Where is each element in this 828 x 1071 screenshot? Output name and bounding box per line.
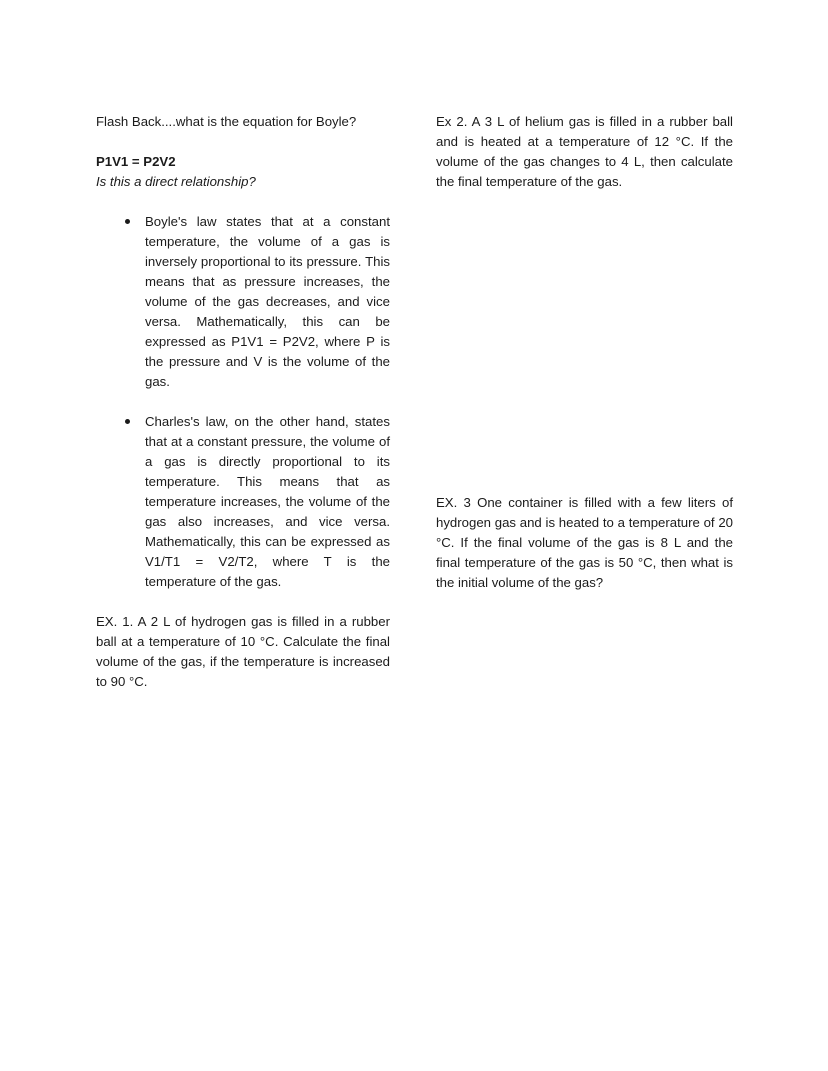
paragraph-spacer xyxy=(96,592,390,612)
paragraph-spacer xyxy=(96,132,390,152)
right-column xyxy=(436,112,733,192)
gas-laws-bullet-list xyxy=(96,212,390,592)
intro-question: Flash Back....what is the equation for Boyle? xyxy=(96,114,357,129)
boyles-law-formula: P1V1 = P2V2 xyxy=(96,154,176,169)
list-item xyxy=(96,412,390,592)
direct-relationship-question: Is this a direct relationship? xyxy=(96,174,256,189)
example-2-problem: Ex 2. A 3 L of helium gas is filled in a rubber ball and is heated at a temperature of 12 °C. If the volume of the gas changes to 4 L, then calculate the final temperature of the gas. xyxy=(436,114,733,189)
left-column xyxy=(96,112,390,692)
right-column-lower xyxy=(436,493,733,593)
bullet-text-charles-law: Charles's law, on the other hand, states that at a constant pressure, the volume of a gas is directly proportional to its temperature. This means that as temperature increases, the volume of the gas also increases, and vice versa. Mathematically, this can be expressed as V1/T1 = V2/T2, where T is the temperature of the gas. xyxy=(145,414,390,589)
example-3-problem: EX. 3 One container is filled with a few liters of hydrogen gas and is heated to a temperature of 20 °C. If the final volume of the gas is 8 L and the final temperature of the gas is 50 °C, then what is the initial volume of the gas? xyxy=(436,495,733,590)
bullet-text-boyles-law: Boyle's law states that at a constant temperature, the volume of a gas is inversely proportional to its pressure. This means that as pressure increases, the volume of the gas decreases, and vice versa. Mathematically, this can be expressed as P1V1 = P2V2, where P is the pressure and V is the volume of the gas. xyxy=(145,214,390,389)
example-1-problem: EX. 1. A 2 L of hydrogen gas is filled in a rubber ball at a temperature of 10 °C. Calculate the final volume of the gas, if the temperature is increased to 90 °C. xyxy=(96,614,390,689)
bullet-dot-icon xyxy=(125,219,130,224)
paragraph-spacer xyxy=(96,192,390,212)
bullet-dot-icon xyxy=(125,419,130,424)
list-item xyxy=(96,212,390,392)
